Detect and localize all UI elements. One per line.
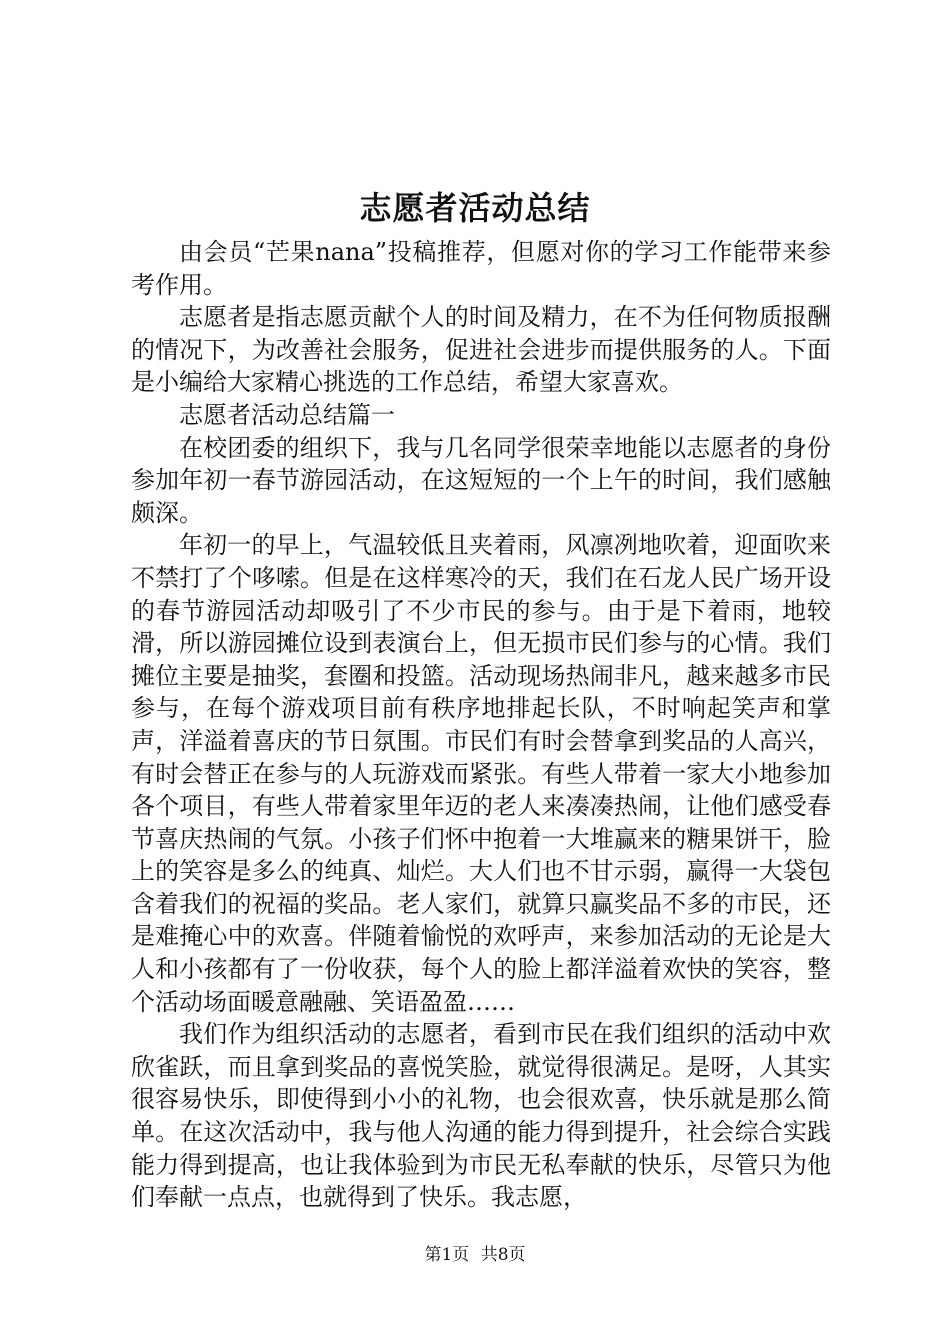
page-footer (0, 1243, 950, 1267)
page-total: 共8页 (480, 1245, 526, 1265)
page-number: 第1页 (424, 1245, 470, 1265)
paragraph-body: 年初一的早上，气温较低且夹着雨，风凛冽地吹着，迎面吹来不禁打了个哆嗦。但是在这样寒冷的天，我们在石龙人民广场开设的春节游园活动却吸引了不少市民的参与。由于是下着雨，地较滑，所以游园摊位设到表演台上，但无损市民们参与的心情。我们摊位主要是抽奖，套圈和投篮。活动现场热闹非凡，越来越多市民参与，在每个游戏项目前有秩序地排起长队，不时响起笑声和掌声，洋溢着喜庆的节日氛围。市民们有时会替拿到奖品的人高兴，有时会替正在参与的人玩游戏而紧张。有些人带着一家大小地参加各个项目，有些人带着家里年迈的老人来凑凑热闹，让他们感受春节喜庆热闹的气氛。小孩子们怀中抱着一大堆赢来的糖果饼干，脸上的笑容是多么的纯真、灿烂。大人们也不甘示弱，赢得一大袋包含着我们的祝福的奖品。老人家们，就算只赢奖品不多的市民，还是难掩心中的欢喜。伴随着愉悦的欢呼声，来参加活动的无论是大人和小孩都有了一份收获，每个人的脸上都洋溢着欢快的笑容，整个活动场面暖意融融、笑语盈盈…… (131, 531, 831, 1016)
paragraph-recommendation: 由会员“芒果nana”投稿推荐，但愿对你的学习工作能带来参考作用。 (131, 238, 831, 299)
document-body (131, 236, 831, 1214)
paragraph-body: 我们作为组织活动的志愿者，看到市民在我们组织的活动中欢欣雀跃，而且拿到奖品的喜悦笑脸，就觉得很满足。是呀，人其实很容易快乐，即使得到小小的礼物，也会很欢喜，快乐就是那么简单。在这次活动中，我与他人沟通的能力得到提升，社会综合实践能力得到提高，也让我体验到为市民无私奉献的快乐，尽管只为他们奉献一点点，也就得到了快乐。我志愿， (131, 1020, 831, 1212)
paragraph-body: 在校团委的组织下，我与几名同学很荣幸地能以志愿者的身份参加年初一春节游园活动，在这短短的一个上午的时间，我们感触颇深。 (131, 433, 831, 527)
paragraph-intro: 志愿者是指志愿贡献个人的时间及精力，在不为任何物质报酬的情况下，为改善社会服务，促进社会进步而提供服务的人。下面是小编给大家精心挑选的工作总结，希望大家喜欢。 (131, 303, 831, 397)
section-heading: 志愿者活动总结篇一 (179, 400, 395, 429)
document-title: 志愿者活动总结 (359, 189, 591, 227)
